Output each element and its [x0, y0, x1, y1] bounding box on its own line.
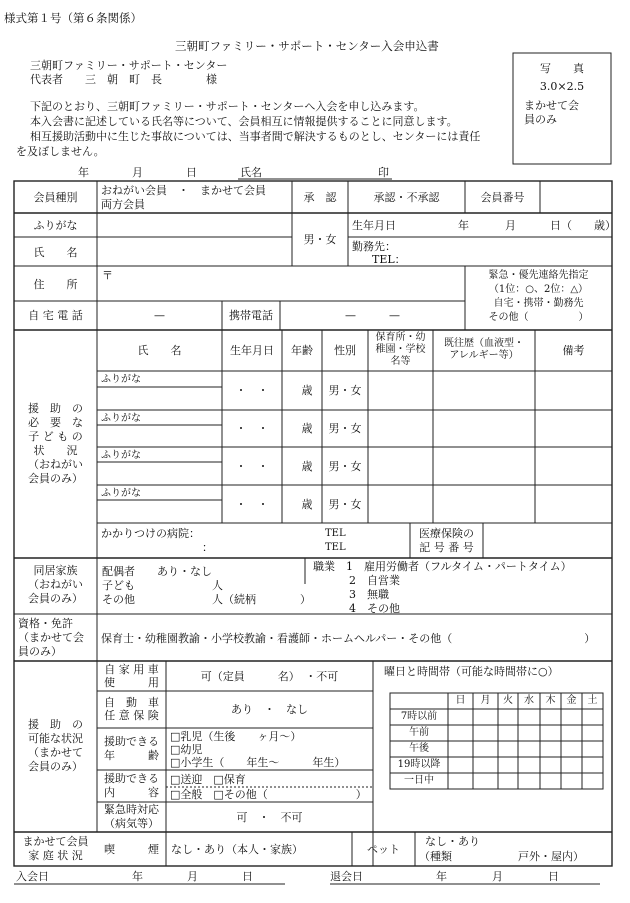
support-age-label: 援助できる 年 齢: [104, 735, 159, 762]
day-thu: 木: [545, 695, 556, 706]
family-section-label: 同居家族 （おねがい 会員のみ）: [28, 564, 83, 605]
child-age[interactable]: 歳: [301, 498, 313, 511]
support-section-label: 援 助 の 可能な状況 （まかせて 会員のみ）: [28, 718, 83, 773]
intro-line-3: 相互援助活動中に生じた事故については、当事者間で解決するものとし、センターには責任: [30, 130, 481, 143]
family-spouse[interactable]: 配偶者 あり・なし: [102, 565, 212, 578]
time-table-title: 曜日と時間帯（可能な時間帯に○）: [384, 665, 559, 678]
day-mon: 月: [480, 695, 491, 706]
birth-label: 生年月日: [352, 219, 396, 232]
pet-type[interactable]: （種類 戸外・屋内）: [419, 850, 584, 863]
home-phone-value[interactable]: —: [154, 309, 165, 322]
child-furigana: ふりがな: [101, 488, 141, 499]
leave-month: 月: [492, 870, 503, 883]
child-furigana: ふりがな: [101, 450, 141, 461]
child-birth[interactable]: ・ ・: [235, 460, 269, 473]
child-furigana: ふりがな: [101, 413, 141, 424]
furigana-label: ふりがな: [33, 219, 78, 232]
photo-size: 3.0×2.5: [539, 80, 585, 93]
mobile-phone-label: 携帯電話: [229, 309, 273, 322]
birth-month: 月: [505, 219, 516, 232]
license-section-label: 資格・免許 （まかせて会 員のみ）: [18, 617, 84, 658]
date-year: 年: [78, 166, 89, 179]
emergency-line-1: 緊急・優先連絡先指定: [488, 270, 589, 281]
age-option-elementary[interactable]: □小学生（ 年生～ 年生）: [170, 756, 346, 769]
addressee-org: 三朝町ファミリー・サポート・センター: [30, 59, 228, 72]
child-history-header: 既往歴（血液型・ アレルギー等）: [444, 338, 524, 361]
addressee-rep: 代表者 三 朝 町 長 様: [30, 73, 217, 86]
leave-day: 日: [548, 870, 559, 883]
smoking-label: 喫 煙: [104, 843, 159, 856]
pet-label: ペット: [367, 843, 400, 856]
emergency-line-4: その他（ ）: [488, 312, 589, 323]
child-age[interactable]: 歳: [301, 460, 313, 473]
intro-line-2: 本入会書に記述している氏名等について、会員相互に情報提供することに同意します。: [30, 115, 458, 128]
gender-select[interactable]: 男・女: [303, 233, 337, 246]
day-sat: 土: [587, 695, 598, 706]
home-section-label: まかせて会員 家 庭 状 況: [22, 835, 89, 862]
license-options[interactable]: 保育士・幼稚園教諭・小学校教諭・看護師・ホームヘルパー・その他（ ）: [101, 632, 596, 645]
hospital-colon: ：: [202, 541, 213, 554]
support-content-label: 援助できる 内 容: [104, 772, 159, 799]
job-option-2[interactable]: 2 自営業: [349, 574, 400, 587]
leave-year: 年: [436, 870, 447, 883]
leave-date-label: 退会日: [330, 870, 363, 883]
job-option-3[interactable]: 3 無職: [349, 588, 389, 601]
child-notes-header: 備考: [562, 344, 585, 357]
child-age[interactable]: 歳: [301, 422, 313, 435]
content-option-1[interactable]: □送迎 □保育: [170, 773, 246, 786]
child-sex[interactable]: 男・女: [328, 460, 362, 473]
child-age-header: 年齢: [291, 344, 313, 357]
family-children[interactable]: 子ども 人: [102, 579, 223, 592]
children-section-label: [14, 402, 97, 486]
child-name-header: 氏 名: [137, 344, 182, 357]
photo-note: まかせて会 員のみ: [524, 99, 579, 126]
pet-value[interactable]: なし・あり: [425, 835, 480, 848]
child-sex[interactable]: 男・女: [328, 498, 362, 511]
insurance-label: 医療保険の 記 号 番 号: [419, 527, 474, 554]
age-option-infant[interactable]: □乳児（生後 ヶ月～）: [170, 730, 302, 743]
slot-early: 7時以前: [400, 711, 438, 722]
slot-evening: 19時以降: [397, 759, 441, 770]
approval-value: 承認・不承認: [373, 191, 440, 204]
urgent-value[interactable]: 可 ・ 不可: [236, 811, 303, 824]
slot-all-day: 一日中: [404, 775, 434, 786]
child-sex[interactable]: 男・女: [328, 422, 362, 435]
photo-label: 写 真: [540, 62, 584, 75]
urgent-label: 緊急時対応 （病気等）: [104, 803, 159, 830]
join-year: 年: [132, 870, 143, 883]
car-insurance-value[interactable]: あり ・ なし: [231, 703, 308, 716]
date-month: 月: [132, 166, 143, 179]
member-type-label: 会員種別: [33, 191, 78, 204]
emergency-line-2: （1位：○、2位：△）: [488, 284, 589, 295]
children-section-line: （おねがい: [28, 458, 83, 471]
intro-line-1: 下記のとおり、三朝町ファミリー・サポート・センターへ入会を申し込みます。: [30, 100, 425, 113]
child-birth[interactable]: ・ ・: [235, 384, 269, 397]
approval-label: 承 認: [303, 191, 337, 204]
hospital-tel-1: TEL: [325, 528, 346, 539]
children-section-line: 必 要 な: [28, 416, 83, 429]
child-birth[interactable]: ・ ・: [235, 498, 269, 511]
car-use-label: 自 家 用 車 使 用: [104, 663, 159, 689]
car-insurance-label: 自 動 車 任 意 保 険: [104, 696, 159, 722]
child-birth-header: 生年月日: [230, 344, 274, 357]
mobile-phone-value[interactable]: — —: [345, 309, 400, 322]
member-type-both[interactable]: 両方会員: [101, 198, 145, 211]
day-tue: 火: [503, 695, 513, 706]
car-use-value[interactable]: 可（定員 名） ・不可: [200, 670, 339, 683]
name-label: 氏 名: [33, 246, 78, 259]
child-sex-header: 性別: [334, 344, 356, 357]
family-other[interactable]: その他 人（続柄 ）: [102, 593, 311, 606]
home-phone-label: 自 宅 電 話: [28, 309, 83, 322]
join-date-label: 入会日: [16, 870, 49, 883]
birth-day-age: 日（ 歳）: [550, 219, 616, 232]
job-option-1[interactable]: 職業 1 雇用労働者（フルタイム・パートタイム）: [313, 560, 572, 573]
day-fri: 金: [566, 695, 577, 706]
hospital-label: かかりつけの病院：: [101, 527, 200, 540]
age-option-toddler[interactable]: □幼児: [170, 743, 203, 756]
children-section-line: 状 況: [33, 444, 78, 457]
join-month: 月: [187, 870, 198, 883]
children-section-line: 子 ど も の: [28, 430, 83, 443]
child-furigana: ふりがな: [101, 374, 141, 385]
slot-morning: 午前: [409, 727, 429, 738]
postal-mark: 〒: [102, 269, 113, 282]
content-option-2[interactable]: □全般 □その他（ ）: [170, 788, 367, 801]
workplace-tel: TEL：: [372, 253, 406, 266]
seal-label: 印: [378, 166, 389, 179]
applicant-name-label: 氏名: [240, 166, 262, 179]
date-day: 日: [186, 166, 197, 179]
job-option-4[interactable]: 4 その他: [349, 602, 400, 615]
hospital-tel-2: TEL: [325, 542, 346, 553]
day-wed: 水: [524, 695, 534, 706]
intro-line-4: を及ぼしません。: [16, 145, 105, 158]
child-birth[interactable]: ・ ・: [235, 422, 269, 435]
form-number: 様式第１号（第６条関係）: [4, 11, 142, 25]
slot-afternoon: 午後: [409, 743, 429, 754]
birth-year: 年: [458, 219, 469, 232]
form-title: 三朝町ファミリー・サポート・センター入会申込書: [175, 39, 439, 53]
child-sex[interactable]: 男・女: [328, 384, 362, 397]
child-age[interactable]: 歳: [301, 384, 313, 397]
member-type-options[interactable]: おねがい会員 ・ まかせて会員: [101, 184, 266, 197]
workplace-label: 勤務先：: [352, 240, 396, 253]
day-sun: 日: [455, 695, 466, 706]
address-label: 住 所: [33, 278, 78, 291]
child-school-header: 保育所・幼 稚園・学校 名等: [375, 332, 426, 367]
emergency-line-3: 自宅・携帯・勤務先: [493, 298, 584, 309]
smoking-value[interactable]: なし・あり（本人・家族）: [171, 843, 303, 856]
member-number-label: 会員番号: [480, 191, 525, 204]
join-day: 日: [242, 870, 253, 883]
children-section-line: 援 助 の: [28, 402, 83, 415]
children-section-line: 会員のみ）: [28, 472, 83, 485]
